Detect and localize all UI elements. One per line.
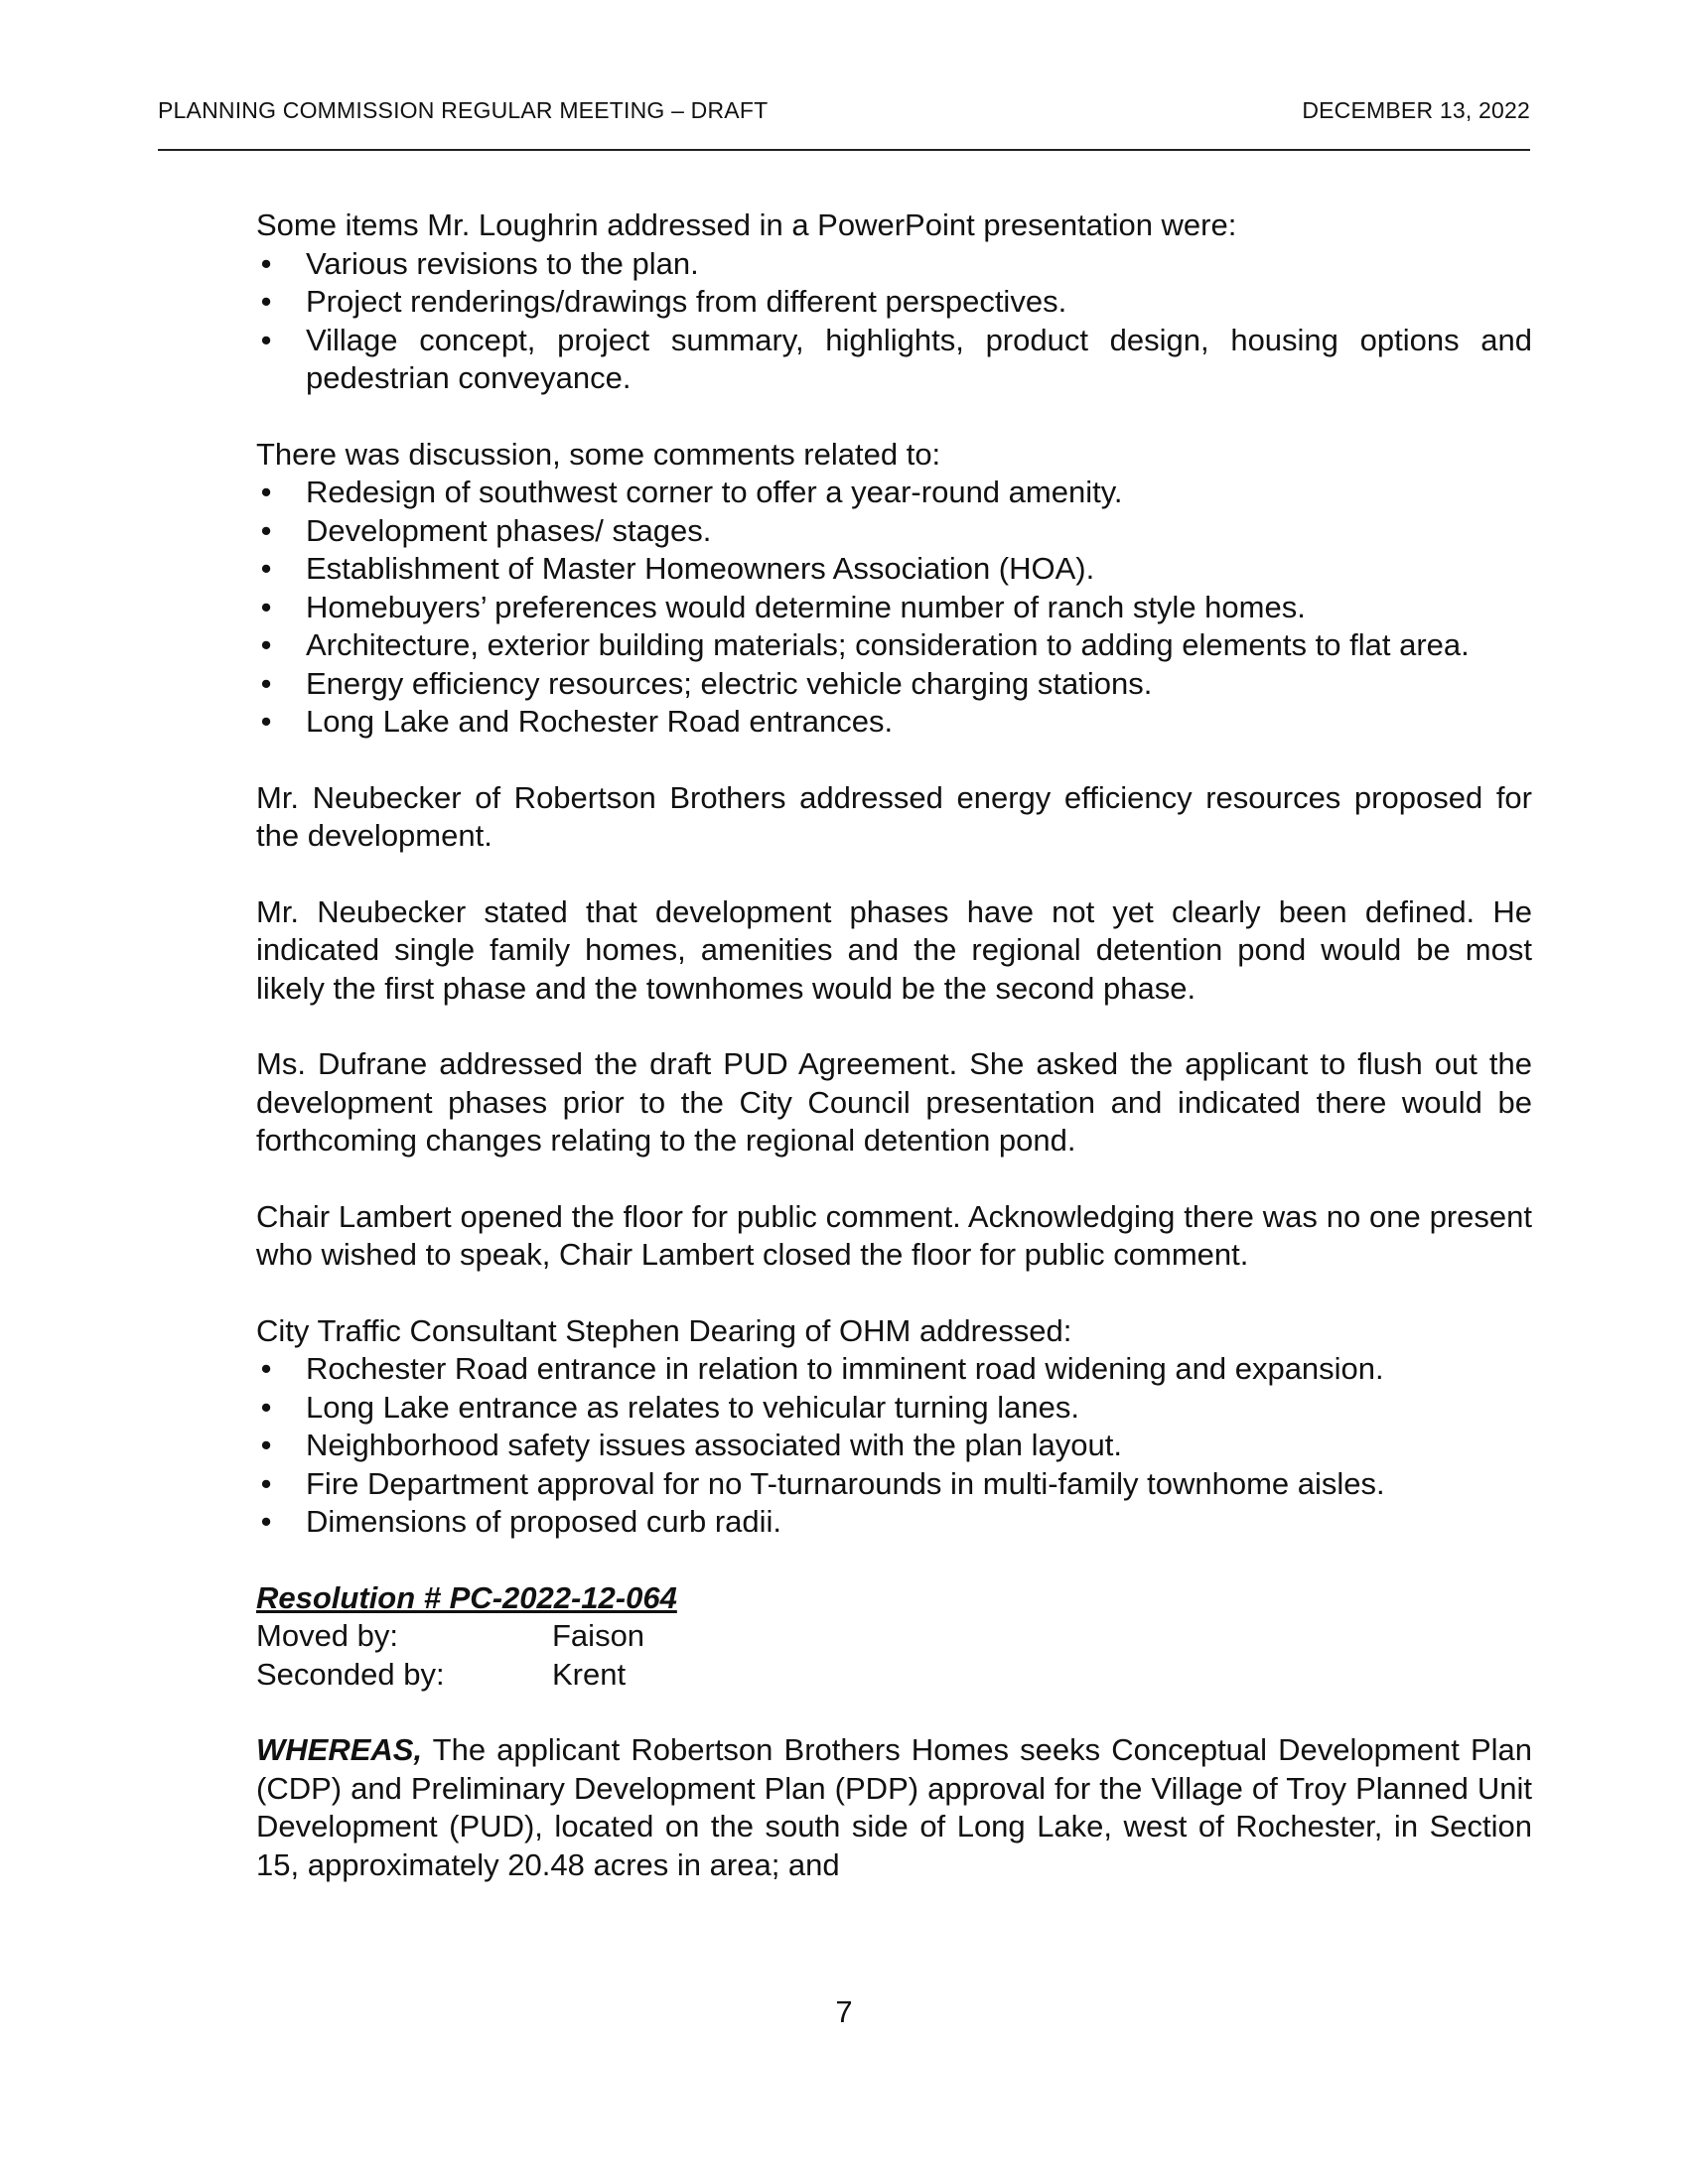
list-item (256, 512, 1532, 551)
list-item-text: Various revisions to the plan. (306, 245, 699, 281)
bullet-icon: • (260, 665, 272, 701)
bullet-icon: • (260, 1465, 272, 1501)
list-item-text: Neighborhood safety issues associated with the plan layout. (306, 1428, 1122, 1462)
list-item (256, 245, 1532, 284)
bullet-icon: • (260, 1504, 272, 1539)
resolution-title: Resolution # PC-2022-12-064 (256, 1579, 677, 1615)
list-item (256, 1465, 1532, 1504)
whereas-paragraph (256, 1731, 1532, 1884)
list-item-text: Dimensions of proposed curb radii. (306, 1504, 782, 1539)
header-date: DECEMBER 13, 2022 (1302, 97, 1530, 123)
list-item-text: Development phases/ stages. (306, 512, 712, 548)
bullet-icon: • (260, 1351, 272, 1386)
bullet-icon: • (260, 551, 272, 586)
list-item (256, 1350, 1532, 1389)
discussion-intro: There was discussion, some comments related to: (256, 436, 941, 472)
bullet-icon: • (260, 589, 272, 624)
list-item-text: Establishment of Master Homeowners Association (HOA). (306, 551, 1095, 586)
bullet-icon: • (260, 1428, 272, 1462)
paragraph-public-comment: Chair Lambert opened the floor for public comment. Acknowledging there was no one present who wished to speak, Chair Lambert closed the floor for public comment. (256, 1198, 1532, 1272)
list-item-text: Project renderings/drawings from different perspectives. (306, 284, 1067, 319)
discussion-list (256, 474, 1532, 742)
traffic-intro: City Traffic Consultant Stephen Dearing of OHM addressed: (256, 1312, 1072, 1348)
list-item-text: Redesign of southwest corner to offer a year-round amenity. (306, 475, 1123, 509)
whereas-lead: WHEREAS, (256, 1732, 423, 1767)
bullet-icon: • (260, 627, 272, 662)
bullet-icon: • (260, 704, 272, 739)
list-item (256, 283, 1532, 322)
bullet-icon: • (260, 512, 272, 548)
paragraph-energy: Mr. Neubecker of Robertson Brothers addressed energy efficiency resources proposed for the development. (256, 779, 1532, 853)
seconded-by-label: Seconded by: (256, 1656, 445, 1692)
presentation-list (256, 245, 1532, 398)
moved-by-label: Moved by: (256, 1618, 399, 1653)
list-item-text: Architecture, exterior building materials; consideration to adding elements to flat area. (306, 627, 1470, 662)
presentation-intro: Some items Mr. Loughrin addressed in a PowerPoint presentation were: (256, 207, 1237, 242)
list-item (256, 1427, 1532, 1465)
whereas-text: The applicant Robertson Brothers Homes seeks Conceptual Development Plan (CDP) and Preliminary Development Plan (PDP) approval for the Village of Troy Planned Unit Development (PUD), located on the south side of Long Lake, west of Rochester, in Section 15, approximately 20.48 acres in area; and (256, 1732, 1532, 1882)
list-item (256, 626, 1532, 665)
page-header (158, 97, 1530, 151)
bullet-icon: • (260, 475, 272, 509)
seconded-by-value: Krent (552, 1656, 627, 1692)
list-item-text: Village concept, project summary, highlights, product design, housing options and pedestrian conveyance. (306, 322, 1532, 395)
resolution-block (256, 1579, 1532, 1695)
moved-by-row (256, 1617, 1532, 1656)
list-item-text: Rochester Road entrance in relation to imminent road widening and expansion. (306, 1351, 1384, 1386)
list-item (256, 1389, 1532, 1428)
document-body (256, 206, 1532, 1922)
list-item (256, 589, 1532, 627)
bullet-icon: • (260, 245, 272, 281)
list-item (256, 550, 1532, 589)
list-item-text: Fire Department approval for no T-turnarounds in multi-family townhome aisles. (306, 1465, 1385, 1501)
header-title: PLANNING COMMISSION REGULAR MEETING – DRAFT (158, 97, 769, 123)
list-item-text: Long Lake entrance as relates to vehicular turning lanes. (306, 1389, 1079, 1425)
paragraph-pud-agreement: Ms. Dufrane addressed the draft PUD Agreement. She asked the applicant to flush out the development phases prior to the City Council presentation and indicated there would be forthcoming changes relating to the regional detention pond. (256, 1046, 1532, 1158)
list-item (256, 1503, 1532, 1542)
list-item (256, 703, 1532, 742)
list-item-text: Homebuyers’ preferences would determine number of ranch style homes. (306, 589, 1306, 624)
paragraph-phases: Mr. Neubecker stated that development phases have not yet clearly been defined. He indicated single family homes, amenities and the regional detention pond would be most likely the first phase and the townhomes would be the second phase. (256, 893, 1532, 1006)
bullet-icon: • (260, 1389, 272, 1425)
list-item (256, 665, 1532, 704)
bullet-icon: • (260, 284, 272, 319)
list-item (256, 322, 1532, 398)
list-item-text: Energy efficiency resources; electric vehicle charging stations. (306, 665, 1153, 701)
page-number: 7 (835, 1994, 853, 2029)
traffic-list (256, 1350, 1532, 1542)
bullet-icon: • (260, 322, 272, 357)
list-item-text: Long Lake and Rochester Road entrances. (306, 704, 894, 739)
list-item (256, 474, 1532, 512)
moved-by-value: Faison (552, 1618, 645, 1653)
seconded-by-row (256, 1656, 1532, 1695)
